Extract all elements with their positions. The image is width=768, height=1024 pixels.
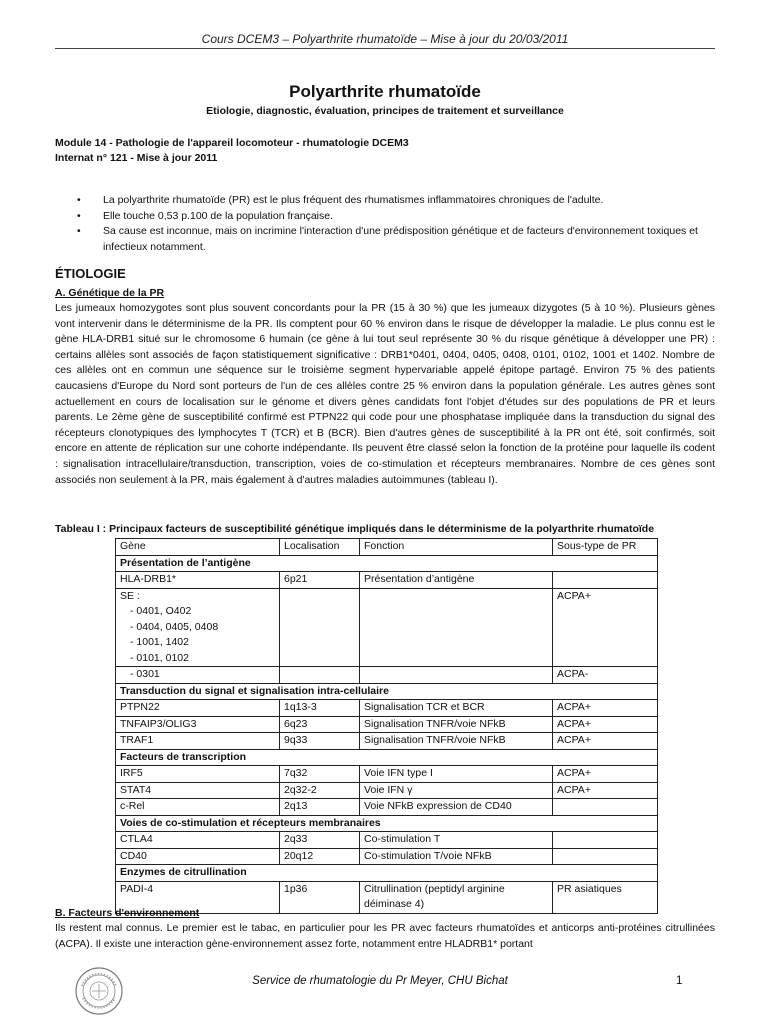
cell-gene: IRF5 <box>116 766 280 783</box>
cell-localisation: 2q32-2 <box>280 782 360 799</box>
se-label: SE : <box>120 589 140 602</box>
table-row <box>116 716 658 733</box>
se-allele-list <box>120 604 275 666</box>
table-caption: Tableau I : Principaux facteurs de susceptibilité génétique impliqués dans le déterminisme de la polyarthrite rhumatoïde <box>55 523 655 535</box>
cell-gene: CTLA4 <box>116 832 280 849</box>
cell-gene: HLA-DRB1* <box>116 572 280 589</box>
cell-sous-type: ACPA+ <box>553 700 658 717</box>
module-line: Module 14 - Pathologie de l'appareil locomoteur - rhumatologie DCEM3 <box>55 137 409 149</box>
cell-localisation: 9q33 <box>280 733 360 750</box>
cell-localisation: 20q12 <box>280 848 360 865</box>
running-header: Cours DCEM3 – Polyarthrite rhumatoïde – Mise à jour du 20/03/2011 <box>201 32 569 46</box>
cell-gene: TRAF1 <box>116 733 280 750</box>
cell-localisation <box>280 667 360 684</box>
internat-line: Internat n° 121 - Mise à jour 2011 <box>55 152 218 164</box>
bullet-item <box>55 224 715 255</box>
footer-text: Service de rhumatologie du Pr Meyer, CHU Bichat <box>252 975 508 987</box>
cell-fonction: Signalisation TNFR/voie NFkB <box>360 733 553 750</box>
table-header-row <box>116 539 658 556</box>
genetique-paragraph: Les jumeaux homozygotes sont plus souvent concordants pour la PR (15 à 30 %) que les jumeaux dizygotes (5 à 10 %). Plusieurs gènes vont intervenir dans le déterminisme de la PR. Ils comptent pour 60 % environ dans le risque de développer la maladie. Le plus connu est le gène HLA-DRB1 situé sur le chromosome 6 humain (ce gène à lui tout seul représente 30 % du risque génétique à développer une PR) : certains allèles sont associés de façon statistiquement significative : DRB1*0401, 0404, 0405, 0408, 0101, 0102, 1001 et 1402. Nombre de ces allèles ont en commun une séquence sur le troisième segment hypervariable appelé épitope partagé. Environ 75 % des patients caucasiens d'Europe du Nord sont porteurs de l'un de ces allèles contre 25 % environ dans la population générale. Les autres gènes sont actuellement en cours de localisation sur le génome et divers gènes candidats font l'objet d'études sur des populations de PR et leurs parents. Le 2ème gène de susceptibilité confirmé est PTPN22 qui code pour une phosphatase impliquée dans la transduction du signal des récepteurs clonotypiques des lymphocytes T (TCR) et B (BCR). Bien d'autres gènes de susceptibilité à la PR ont été, soit confirmés, soit encore en attente de réplication sur une cohorte indépendante. Ils peuvent être classé selon la fonction de la protéine pour laquelle ils codent : signalisation intracellulaire/transduction, transcription, voies de co-stimulation et récepteurs membranaires. Nombre de ces gènes sont associés non seulement à la PR, mais également à d'autres maladies autoimmunes (tableau I). <box>55 302 715 486</box>
cell-sous-type <box>553 799 658 816</box>
hospital-seal-icon <box>74 966 124 1016</box>
cell-sous-type <box>553 832 658 849</box>
cell-localisation: 1p36 <box>280 881 360 913</box>
se-allele: - 0404, 0405, 0408 <box>130 620 219 633</box>
header-localisation: Localisation <box>280 539 360 556</box>
cell-gene: c-Rel <box>116 799 280 816</box>
module-info <box>55 136 715 166</box>
cell-sous-type: ACPA- <box>553 667 658 684</box>
category-label: Facteurs de transcription <box>116 749 658 766</box>
table-row <box>116 832 658 849</box>
table-row-se-0301 <box>116 667 658 684</box>
section-heading-etiologie: ÉTIOLOGIE <box>55 266 126 281</box>
table-row <box>116 733 658 750</box>
category-row <box>116 865 658 882</box>
se-allele: - 1001, 1402 <box>130 636 189 648</box>
cell-sous-type: ACPA+ <box>553 766 658 783</box>
document-subtitle: Etiologie, diagnostic, évaluation, principes de traitement et surveillance <box>206 105 564 117</box>
subsection-heading-genetique: A. Génétique de la PR <box>55 287 165 299</box>
category-row <box>116 555 658 572</box>
cell-localisation: 6q23 <box>280 716 360 733</box>
bullet-item <box>55 193 715 209</box>
bullet-text: Elle touche 0,53 p.100 de la population française. <box>103 209 334 222</box>
cell-localisation: 1q13-3 <box>280 700 360 717</box>
se-allele: - 0101, 0102 <box>130 651 189 664</box>
cell-fonction: Voie IFN γ <box>360 782 553 799</box>
cell-localisation: 6p21 <box>280 572 360 589</box>
header-rule <box>55 48 715 49</box>
intro-bullets <box>55 193 715 255</box>
bullet-dot: • <box>77 225 81 237</box>
se-allele: - 0401, O402 <box>130 605 192 617</box>
environnement-paragraph: Ils restent mal connus. Le premier est le tabac, en particulier pour les PR avec facteurs rhumatoïdes et anticorps anti-protéines citrullinées (ACPA). Il existe une interaction gène-environnement assez forte, notamment entre HLADRB1* portant <box>55 922 715 950</box>
category-row <box>116 749 658 766</box>
cell-gene: TNFAIP3/OLIG3 <box>116 716 280 733</box>
cell-fonction: Voie IFN type I <box>360 766 553 783</box>
cell-localisation <box>280 588 360 667</box>
bullet-dot: • <box>77 194 81 206</box>
se-allele: - 0301 <box>130 668 160 680</box>
cell-fonction: Citrullination (peptidyl arginine déiminase 4) <box>360 881 553 913</box>
bullet-item <box>55 209 715 225</box>
cell-sous-type: ACPA+ <box>553 716 658 733</box>
bullet-text: La polyarthrite rhumatoïde (PR) est le plus fréquent des rhumatismes inflammatoires chroniques de l'adulte. <box>103 194 604 206</box>
table-row-se <box>116 588 658 667</box>
cell-localisation: 7q32 <box>280 766 360 783</box>
cell-sous-type: PR asiatiques <box>553 881 658 913</box>
cell-fonction: Co-stimulation T/voie NFkB <box>360 848 553 865</box>
table-row <box>116 700 658 717</box>
cell-fonction <box>360 667 553 684</box>
category-label: Enzymes de citrullination <box>116 865 658 882</box>
cell-localisation: 2q33 <box>280 832 360 849</box>
category-label: Voies de co-stimulation et récepteurs membranaires <box>116 815 658 832</box>
header-gene: Gène <box>116 539 280 556</box>
table-row <box>116 572 658 589</box>
bullet-text: Sa cause est inconnue, mais on incrimine l'interaction d'une prédisposition génétique et de facteurs d'environnement toxiques et infectieux notamment. <box>103 225 698 253</box>
cell-gene: CD40 <box>116 848 280 865</box>
category-row <box>116 683 658 700</box>
cell-localisation: 2q13 <box>280 799 360 816</box>
table-row <box>116 848 658 865</box>
table-row <box>116 799 658 816</box>
category-row <box>116 815 658 832</box>
cell-gene: STAT4 <box>116 782 280 799</box>
table-row <box>116 766 658 783</box>
cell-sous-type: ACPA+ <box>553 782 658 799</box>
cell-fonction: Signalisation TCR et BCR <box>360 700 553 717</box>
cell-gene-se <box>116 588 280 667</box>
cell-fonction: Voie NFkB expression de CD40 <box>360 799 553 816</box>
cell-fonction: Co-stimulation T <box>360 832 553 849</box>
cell-gene <box>116 667 280 684</box>
bullet-dot: • <box>77 209 81 222</box>
category-label: Transduction du signal et signalisation intra-cellulaire <box>116 683 658 700</box>
subsection-heading-environnement: B. Facteurs d'environnement <box>55 907 200 919</box>
cell-sous-type: ACPA+ <box>553 588 658 667</box>
genetic-factors-table <box>115 538 658 914</box>
cell-sous-type <box>553 848 658 865</box>
cell-gene: PTPN22 <box>116 700 280 717</box>
cell-gene: PADI-4 <box>116 881 280 913</box>
cell-sous-type: ACPA+ <box>553 733 658 750</box>
header-sous-type: Sous-type de PR <box>553 539 658 556</box>
cell-sous-type <box>553 572 658 589</box>
page-number: 1 <box>676 975 683 987</box>
category-label: Présentation de l’antigène <box>116 555 658 572</box>
cell-fonction <box>360 588 553 667</box>
header-fonction: Fonction <box>360 539 553 556</box>
cell-fonction: Signalisation TNFR/voie NFkB <box>360 716 553 733</box>
table-row <box>116 782 658 799</box>
document-title: Polyarthrite rhumatoïde <box>289 82 481 101</box>
cell-fonction: Présentation d’antigène <box>360 572 553 589</box>
